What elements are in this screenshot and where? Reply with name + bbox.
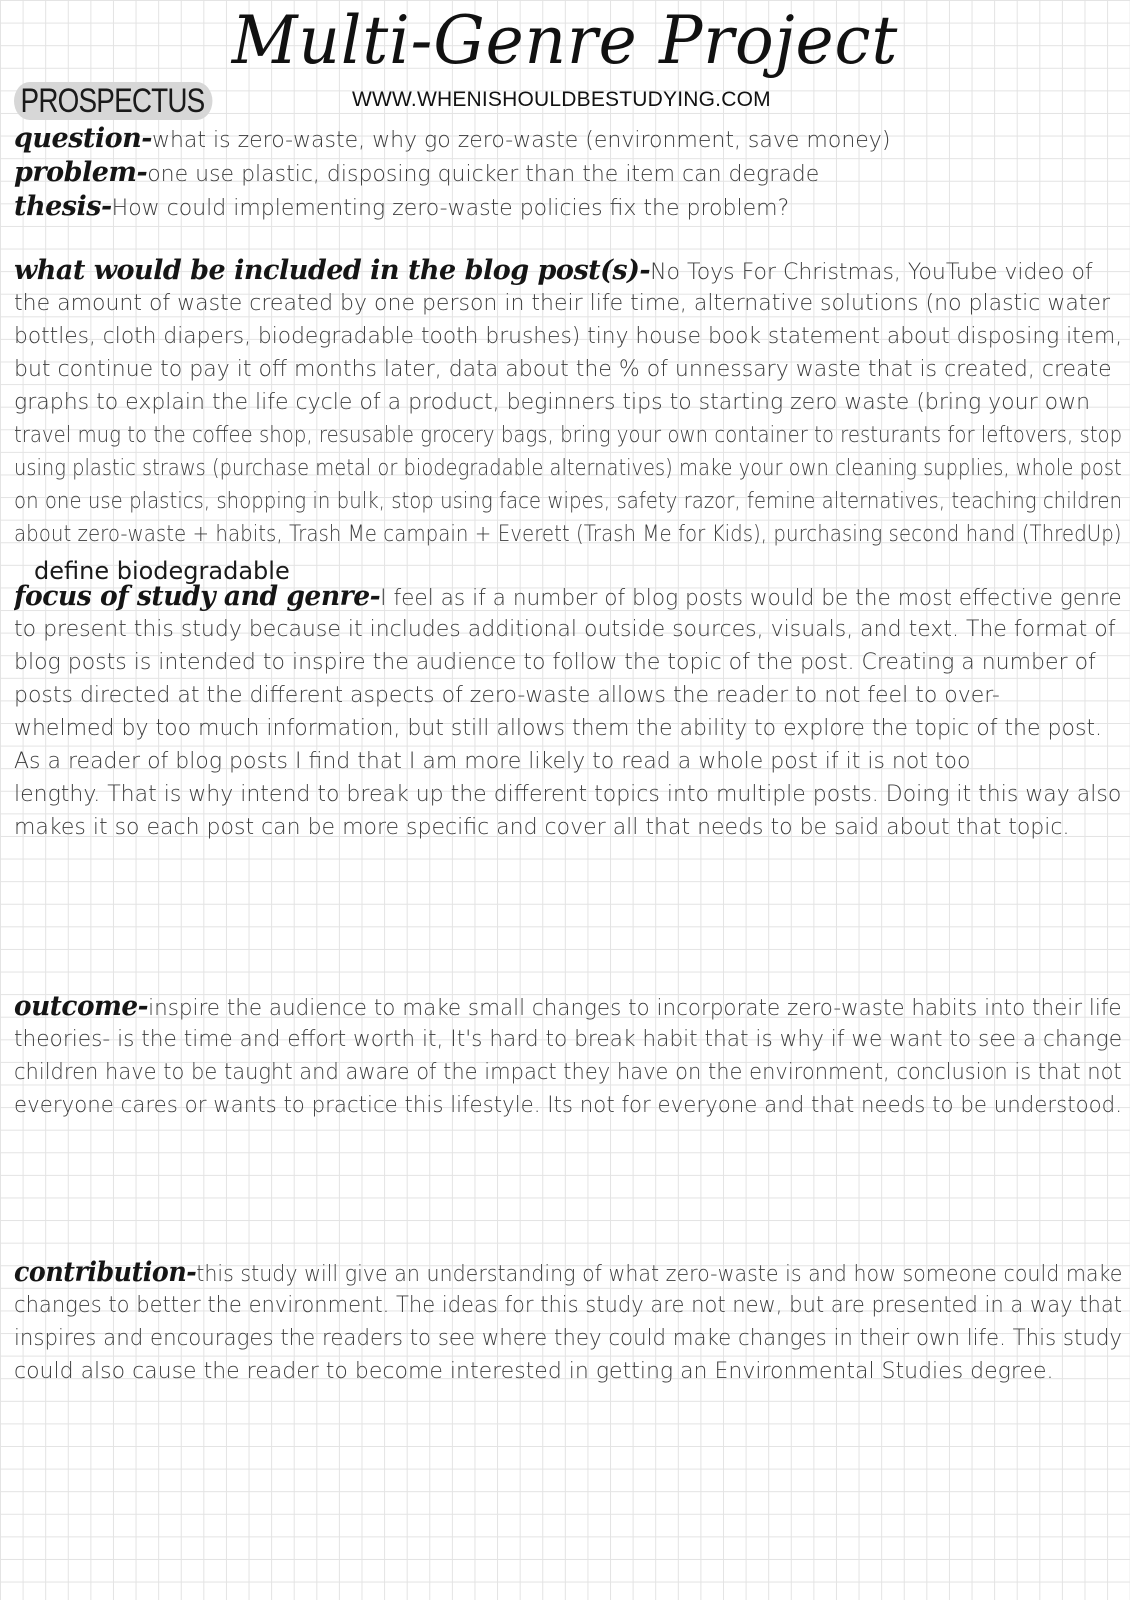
blog-label: what would be included in the blog post(s)- <box>14 255 651 286</box>
margin-note: define biodegradable <box>34 557 290 585</box>
outcome-line: children have to be taught and aware of the impact they have on the environment, conclusion is that not <box>14 1060 1122 1085</box>
question-label: question- <box>14 123 152 154</box>
page-title: Multi-Genre Project <box>231 2 899 79</box>
focus-line: whelmed by too much information, but still allows them the ability to explore the topic of the post. <box>14 716 1103 741</box>
contribution-text: this study will give an understanding of what zero-waste is and how someone could make <box>196 1262 1123 1287</box>
contribution-line: changes to better the environment. The ideas for this study are not new, but are presented in a way that <box>14 1293 1123 1318</box>
focus-line: lengthy. That is why intend to break up the different topics into multiple posts. Doing it this way also <box>14 782 1122 807</box>
question-row <box>14 122 1126 156</box>
question-text: what is zero-waste, why go zero-waste (environment, save money) <box>151 128 891 153</box>
blog-heading-row <box>14 254 1126 288</box>
contribution-line: could also cause the reader to become interested in getting an Environmental Studies degree. <box>14 1359 1054 1384</box>
blog-line: the amount of waste created by one person in their life time, alternative solutions (no plastic water <box>14 291 1111 316</box>
thesis-text: How could implementing zero-waste policies fix the problem? <box>111 196 790 221</box>
focus-heading-row <box>14 580 1126 614</box>
focus-line: to present this study because it includes additional outside sources, visuals, and text. The format of <box>14 617 1116 642</box>
outcome-line: theories- is the time and effort worth it, It's hard to break habit that is why if we want to see a change <box>14 1027 1123 1052</box>
contribution-line: inspires and encourages the readers to see where they could make changes in their own life. This study <box>14 1326 1122 1351</box>
outcome-label: outcome- <box>14 991 149 1022</box>
website-url: WWW.WHENISHOULDBESTUDYING.COM <box>352 88 771 111</box>
blog-line: about zero-waste + habits, Trash Me campain + Everett (Trash Me for Kids), purchasing second hand (ThredUp) <box>14 522 1122 547</box>
focus-text: I feel as if a number of blog posts would be the most effective genre <box>380 586 1122 611</box>
prospectus-badge: PROSPECTUS <box>14 82 213 120</box>
blog-line: travel mug to the coffee shop, resusable grocery bags, bring your own container to resturants for leftovers, stop <box>14 423 1123 448</box>
focus-label: focus of study and genre- <box>14 581 381 612</box>
focus-line: makes it so each post can be more specific and cover all that needs to be said about that topic. <box>14 815 1070 840</box>
thesis-row <box>14 190 1126 224</box>
blog-line: bottles, cloth diapers, biodegradable tooth brushes) tiny house book statement about disposing item, <box>14 324 1123 349</box>
problem-label: problem- <box>14 157 148 188</box>
contribution-heading-row <box>14 1256 1126 1290</box>
outcome-text: inspire the audience to make small changes to incorporate zero-waste habits into their life <box>148 996 1122 1021</box>
focus-line: posts directed at the different aspects of zero-waste allows the reader to not feel to over- <box>14 683 1000 708</box>
blog-line: using plastic straws (purchase metal or biodegradable alternatives) make your own cleaning supplies, whole post <box>14 456 1122 481</box>
outcome-heading-row <box>14 990 1126 1024</box>
focus-line: blog posts is intended to inspire the audience to follow the topic of the post. Creating a number of <box>14 650 1096 675</box>
problem-text: one use plastic, disposing quicker than the item can degrade <box>147 162 820 187</box>
problem-row <box>14 156 1126 190</box>
thesis-label: thesis- <box>14 191 112 222</box>
focus-line: As a reader of blog posts I find that I am more likely to read a whole post if it is not too <box>14 749 971 774</box>
blog-text: No Toys For Christmas, YouTube video of <box>650 260 1093 285</box>
blog-line: but continue to pay it off months later, data about the % of unnessary waste that is created, create <box>14 357 1112 382</box>
contribution-label: contribution- <box>14 1257 197 1288</box>
outcome-line: everyone cares or wants to practice this lifestyle. Its not for everyone and that needs to be understood. <box>14 1093 1122 1118</box>
blog-line: graphs to explain the life cycle of a product, beginners tips to starting zero waste (bring your own <box>14 390 1091 415</box>
blog-line: on one use plastics, shopping in bulk, stop using face wipes, safety razor, femine alternatives, teaching children <box>14 489 1123 514</box>
